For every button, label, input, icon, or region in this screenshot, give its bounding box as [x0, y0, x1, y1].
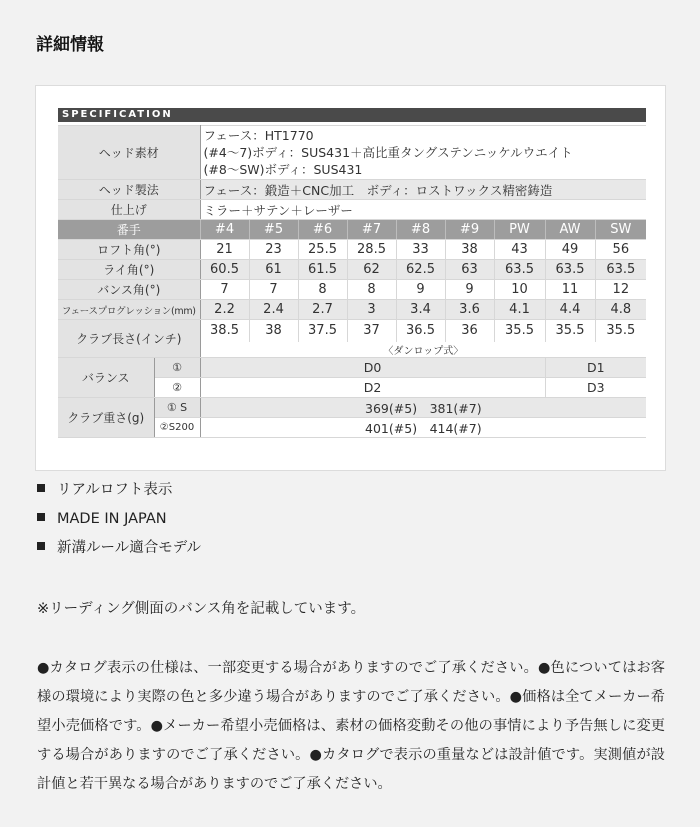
square-bullet-icon: [37, 513, 45, 521]
weight-value: 401(#5) 414(#7): [200, 418, 646, 438]
section-title: 詳細情報: [36, 35, 104, 55]
bounce-cell: 11: [545, 280, 595, 300]
finish-row: [58, 200, 646, 220]
bounce-cell: 9: [396, 280, 445, 300]
progression-label: フェースプログレッション(mm): [58, 300, 200, 320]
loft-cell: 56: [595, 240, 646, 260]
loft-cell: 49: [545, 240, 595, 260]
lie-row: [58, 260, 646, 280]
feature-item: [37, 480, 201, 509]
number-cell: SW: [595, 220, 646, 240]
spec-table: [58, 125, 646, 438]
number-row: [58, 220, 646, 240]
number-label: 番手: [58, 220, 200, 240]
bounce-cell: 8: [298, 280, 347, 300]
length-note: 〈ダンロップ式〉: [200, 342, 646, 358]
weight-value: 369(#5) 381(#7): [200, 398, 646, 418]
loft-row: [58, 240, 646, 260]
lie-cell: 63: [445, 260, 494, 280]
head-material-line: (#4〜7)ボディ：SUS431＋高比重タングステンニッケルウエイト: [203, 145, 573, 160]
bounce-cell: 9: [445, 280, 494, 300]
progression-cell: 3.4: [396, 300, 445, 320]
spec-header-label: SPECIFICATION: [62, 109, 173, 120]
bounce-cell: 7: [249, 280, 298, 300]
lie-cell: 61.5: [298, 260, 347, 280]
number-cell: PW: [494, 220, 545, 240]
feature-item: [37, 509, 201, 538]
length-cell: 35.5: [595, 320, 646, 342]
head-process-label: ヘッド製法: [58, 180, 200, 200]
length-label: クラブ長さ(インチ): [58, 320, 200, 358]
balance-row-1: [58, 358, 646, 378]
loft-cell: 23: [249, 240, 298, 260]
balance-wedge-value: D1: [545, 358, 646, 378]
bounce-row: [58, 280, 646, 300]
progression-row: [58, 300, 646, 320]
progression-cell: 2.4: [249, 300, 298, 320]
square-bullet-icon: [37, 542, 45, 550]
lie-cell: 63.5: [545, 260, 595, 280]
bounce-cell: 7: [200, 280, 249, 300]
length-cell: 35.5: [545, 320, 595, 342]
progression-cell: 4.8: [595, 300, 646, 320]
head-process-row: [58, 180, 646, 200]
balance-wedge-value: D3: [545, 378, 646, 398]
loft-label: ロフト角(°): [58, 240, 200, 260]
bounce-note: ※リーディング側面のバンス角を記載しています。: [37, 601, 366, 617]
head-material-value: [200, 126, 646, 180]
head-process-value: フェース：鍛造＋CNC加工 ボディ：ロストワックス精密鋳造: [200, 180, 646, 200]
finish-value: ミラー＋サテン＋レーザー: [200, 200, 646, 220]
balance-marker: ②: [154, 378, 200, 398]
head-material-line: フェース：HT1770: [203, 128, 314, 143]
disclaimer: ●カタログ表示の仕様は、一部変更する場合がありますのでご了承ください。●色についてはお客様の環境により実際の色と多少違う場合がありますのでご了承ください。●価格は全てメーカー希望小売価格です。●メーカー希望小売価格は、素材の価格変動その他の事情により予告無しに変更する場合がありますのでご了承ください。●カタログで表示の重量などは設計値です。実測値が設計値と若干異なる場合がありますのでご了承ください。: [37, 660, 665, 792]
lie-cell: 61: [249, 260, 298, 280]
feature-list: [37, 480, 201, 567]
feature-text: MADE IN JAPAN: [57, 511, 167, 527]
balance-marker: ①: [154, 358, 200, 378]
loft-cell: 43: [494, 240, 545, 260]
length-cell: 38: [249, 320, 298, 342]
head-material-row: [58, 126, 646, 180]
balance-main-value: D0: [200, 358, 545, 378]
length-row: [58, 320, 646, 342]
head-material-line: (#8〜SW)ボディ：SUS431: [203, 162, 363, 177]
loft-cell: 33: [396, 240, 445, 260]
balance-label: バランス: [58, 358, 154, 398]
length-cell: 37: [347, 320, 396, 342]
length-cell: 35.5: [494, 320, 545, 342]
bounce-label: バンス角(°): [58, 280, 200, 300]
number-cell: #7: [347, 220, 396, 240]
finish-label: 仕上げ: [58, 200, 200, 220]
length-cell: 36.5: [396, 320, 445, 342]
bounce-cell: 10: [494, 280, 545, 300]
progression-cell: 3: [347, 300, 396, 320]
number-cell: #5: [249, 220, 298, 240]
lie-cell: 63.5: [595, 260, 646, 280]
weight-marker: ① S: [154, 398, 200, 418]
feature-item: [37, 538, 201, 567]
lie-cell: 62.5: [396, 260, 445, 280]
lie-cell: 62: [347, 260, 396, 280]
weight-row-1: [58, 398, 646, 418]
bounce-cell: 8: [347, 280, 396, 300]
number-cell: #8: [396, 220, 445, 240]
lie-label: ライ角(°): [58, 260, 200, 280]
loft-cell: 28.5: [347, 240, 396, 260]
progression-cell: 4.4: [545, 300, 595, 320]
length-cell: 38.5: [200, 320, 249, 342]
balance-main-value: D2: [200, 378, 545, 398]
progression-cell: 3.6: [445, 300, 494, 320]
progression-cell: 2.7: [298, 300, 347, 320]
number-cell: #4: [200, 220, 249, 240]
feature-text: 新溝ルール適合モデル: [57, 540, 201, 556]
loft-cell: 25.5: [298, 240, 347, 260]
bounce-cell: 12: [595, 280, 646, 300]
progression-cell: 4.1: [494, 300, 545, 320]
length-cell: 37.5: [298, 320, 347, 342]
length-cell: 36: [445, 320, 494, 342]
number-cell: #9: [445, 220, 494, 240]
lie-cell: 60.5: [200, 260, 249, 280]
square-bullet-icon: [37, 484, 45, 492]
lie-cell: 63.5: [494, 260, 545, 280]
loft-cell: 38: [445, 240, 494, 260]
weight-marker: ②S200: [154, 418, 200, 438]
spec-card: [35, 85, 666, 471]
weight-label: クラブ重さ(g): [58, 398, 154, 438]
spec-header: [58, 108, 646, 122]
number-cell: #6: [298, 220, 347, 240]
head-material-label: ヘッド素材: [58, 126, 200, 180]
loft-cell: 21: [200, 240, 249, 260]
progression-cell: 2.2: [200, 300, 249, 320]
feature-text: リアルロフト表示: [57, 482, 173, 498]
number-cell: AW: [545, 220, 595, 240]
